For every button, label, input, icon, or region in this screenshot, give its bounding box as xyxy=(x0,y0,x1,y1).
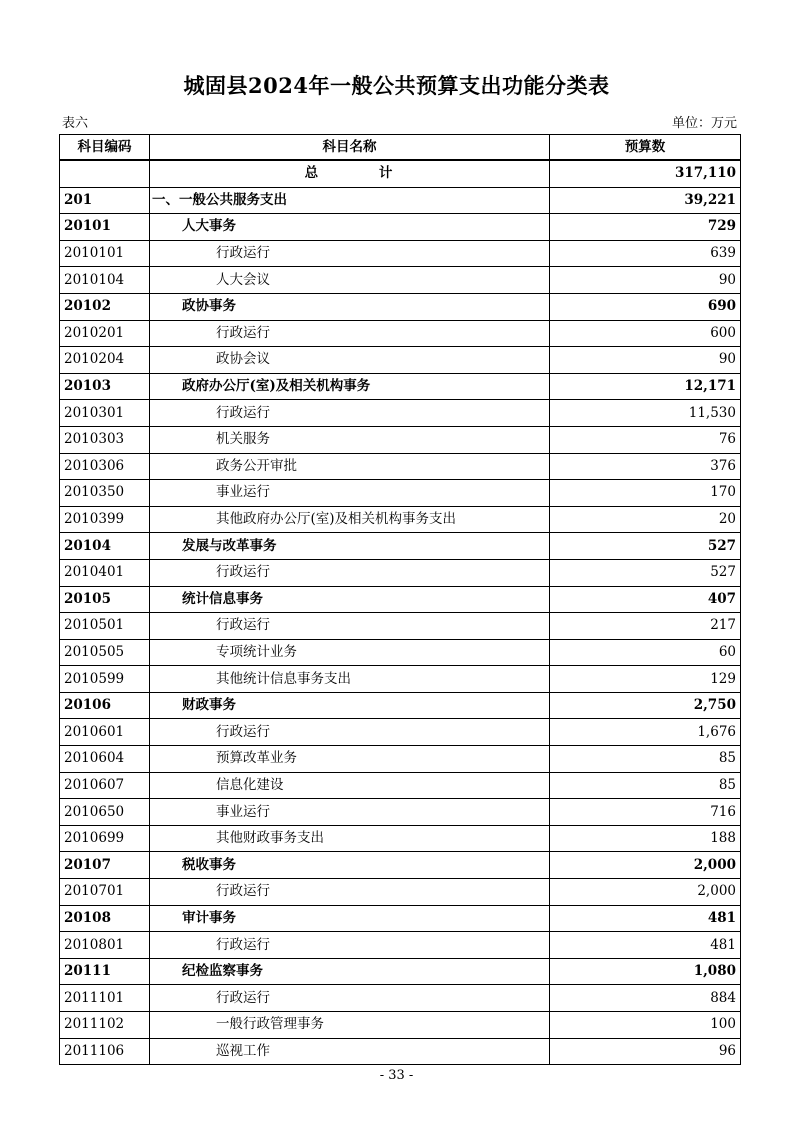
table-row xyxy=(60,799,741,826)
row-name: 机关服务 xyxy=(150,426,550,453)
row-amount: 170 xyxy=(550,480,741,507)
table-row xyxy=(60,160,741,187)
table-row xyxy=(60,666,741,693)
row-code: 2010401 xyxy=(60,559,150,586)
table-number: 表六 xyxy=(62,116,89,131)
column-header-name: 科目名称 xyxy=(150,135,550,161)
row-code: 2010699 xyxy=(60,825,150,852)
table-row xyxy=(60,347,741,374)
row-code: 2010601 xyxy=(60,719,150,746)
row-name: 统计信息事务 xyxy=(150,586,550,613)
row-amount: 407 xyxy=(550,586,741,613)
table-row xyxy=(60,1012,741,1039)
row-code: 2010303 xyxy=(60,426,150,453)
row-code: 2010306 xyxy=(60,453,150,480)
row-amount: 188 xyxy=(550,825,741,852)
row-amount: 639 xyxy=(550,240,741,267)
table-row xyxy=(60,613,741,640)
row-name: 专项统计业务 xyxy=(150,639,550,666)
row-amount: 317,110 xyxy=(550,160,741,187)
row-amount: 85 xyxy=(550,746,741,773)
row-code: 2010505 xyxy=(60,639,150,666)
row-code: 2010104 xyxy=(60,267,150,294)
row-code: 2010350 xyxy=(60,480,150,507)
column-header-code: 科目编码 xyxy=(60,135,150,161)
row-code: 2010604 xyxy=(60,746,150,773)
row-amount: 90 xyxy=(550,347,741,374)
row-amount: 76 xyxy=(550,426,741,453)
row-amount: 1,080 xyxy=(550,958,741,985)
row-code: 2010607 xyxy=(60,772,150,799)
row-amount: 12,171 xyxy=(550,373,741,400)
row-amount: 39,221 xyxy=(550,187,741,214)
row-code: 2010701 xyxy=(60,879,150,906)
row-code: 201 xyxy=(60,187,150,214)
row-name: 预算改革业务 xyxy=(150,746,550,773)
row-name: 政务公开审批 xyxy=(150,453,550,480)
unit-label: 单位：万元 xyxy=(671,116,737,131)
table-row xyxy=(60,214,741,241)
row-name: 其他政府办公厅(室)及相关机构事务支出 xyxy=(150,506,550,533)
table-row xyxy=(60,825,741,852)
row-name: 事业运行 xyxy=(150,799,550,826)
row-code: 2010501 xyxy=(60,613,150,640)
row-code: 2010650 xyxy=(60,799,150,826)
row-name: 财政事务 xyxy=(150,692,550,719)
row-amount: 690 xyxy=(550,293,741,320)
row-code: 20101 xyxy=(60,214,150,241)
row-name: 发展与改革事务 xyxy=(150,533,550,560)
row-amount: 100 xyxy=(550,1012,741,1039)
table-row xyxy=(60,267,741,294)
row-name: 税收事务 xyxy=(150,852,550,879)
row-code: 2010204 xyxy=(60,347,150,374)
table-row xyxy=(60,772,741,799)
row-code: 20104 xyxy=(60,533,150,560)
row-name: 信息化建设 xyxy=(150,772,550,799)
row-name: 人大事务 xyxy=(150,214,550,241)
header-row xyxy=(60,135,741,161)
row-amount: 884 xyxy=(550,985,741,1012)
row-name: 巡视工作 xyxy=(150,1038,550,1065)
row-code: 2011106 xyxy=(60,1038,150,1065)
table-row xyxy=(60,852,741,879)
table-row xyxy=(60,480,741,507)
row-code: 2010301 xyxy=(60,400,150,427)
row-amount: 2,750 xyxy=(550,692,741,719)
row-name: 行政运行 xyxy=(150,985,550,1012)
row-name: 一般行政管理事务 xyxy=(150,1012,550,1039)
table-row xyxy=(60,905,741,932)
table-row xyxy=(60,559,741,586)
table-row xyxy=(60,453,741,480)
row-name: 人大会议 xyxy=(150,267,550,294)
row-name: 行政运行 xyxy=(150,932,550,959)
row-amount: 2,000 xyxy=(550,852,741,879)
row-amount: 60 xyxy=(550,639,741,666)
table-row xyxy=(60,692,741,719)
row-name: 行政运行 xyxy=(150,879,550,906)
row-code: 2010201 xyxy=(60,320,150,347)
row-amount: 96 xyxy=(550,1038,741,1065)
row-amount: 716 xyxy=(550,799,741,826)
row-amount: 481 xyxy=(550,905,741,932)
row-name: 其他财政事务支出 xyxy=(150,825,550,852)
row-name: 政协会议 xyxy=(150,347,550,374)
table-row xyxy=(60,400,741,427)
row-amount: 1,676 xyxy=(550,719,741,746)
table-body xyxy=(60,160,741,1065)
row-name: 其他统计信息事务支出 xyxy=(150,666,550,693)
row-code: 2010399 xyxy=(60,506,150,533)
row-code: 2011102 xyxy=(60,1012,150,1039)
row-name: 行政运行 xyxy=(150,240,550,267)
table-row xyxy=(60,320,741,347)
row-name: 审计事务 xyxy=(150,905,550,932)
table-row xyxy=(60,426,741,453)
row-code: 20102 xyxy=(60,293,150,320)
row-code: 2010101 xyxy=(60,240,150,267)
row-code xyxy=(60,160,150,187)
table-row xyxy=(60,506,741,533)
row-amount: 20 xyxy=(550,506,741,533)
table-row xyxy=(60,639,741,666)
table-header xyxy=(60,135,741,161)
row-name: 行政运行 xyxy=(150,400,550,427)
row-code: 20107 xyxy=(60,852,150,879)
row-name: 行政运行 xyxy=(150,320,550,347)
row-name: 行政运行 xyxy=(150,613,550,640)
table-row xyxy=(60,746,741,773)
page-title: 城固县2024年一般公共预算支出功能分类表 xyxy=(183,73,610,98)
row-name: 政府办公厅(室)及相关机构事务 xyxy=(150,373,550,400)
page-number: - 33 - xyxy=(379,1068,414,1083)
row-amount: 90 xyxy=(550,267,741,294)
row-amount: 217 xyxy=(550,613,741,640)
row-amount: 600 xyxy=(550,320,741,347)
row-code: 2010801 xyxy=(60,932,150,959)
row-amount: 527 xyxy=(550,559,741,586)
row-name: 纪检监察事务 xyxy=(150,958,550,985)
table-row xyxy=(60,932,741,959)
table-row xyxy=(60,985,741,1012)
row-amount: 85 xyxy=(550,772,741,799)
row-amount: 481 xyxy=(550,932,741,959)
table-row xyxy=(60,533,741,560)
row-name: 事业运行 xyxy=(150,480,550,507)
row-name: 政协事务 xyxy=(150,293,550,320)
row-amount: 129 xyxy=(550,666,741,693)
table-row xyxy=(60,879,741,906)
row-code: 20103 xyxy=(60,373,150,400)
row-code: 20111 xyxy=(60,958,150,985)
column-header-amount: 预算数 xyxy=(550,135,741,161)
table-row xyxy=(60,1038,741,1065)
row-name: 一、一般公共服务支出 xyxy=(150,187,550,214)
row-name: 行政运行 xyxy=(150,559,550,586)
row-amount: 527 xyxy=(550,533,741,560)
table-row xyxy=(60,187,741,214)
row-name: 行政运行 xyxy=(150,719,550,746)
row-amount: 729 xyxy=(550,214,741,241)
row-code: 2010599 xyxy=(60,666,150,693)
table-row xyxy=(60,293,741,320)
table-row xyxy=(60,373,741,400)
row-code: 2011101 xyxy=(60,985,150,1012)
row-code: 20108 xyxy=(60,905,150,932)
row-code: 20106 xyxy=(60,692,150,719)
row-name: 总 计 xyxy=(150,160,550,187)
row-amount: 376 xyxy=(550,453,741,480)
budget-table xyxy=(59,134,741,1065)
row-code: 20105 xyxy=(60,586,150,613)
table-row xyxy=(60,240,741,267)
table-row xyxy=(60,719,741,746)
table-row xyxy=(60,958,741,985)
row-amount: 2,000 xyxy=(550,879,741,906)
table-row xyxy=(60,586,741,613)
row-amount: 11,530 xyxy=(550,400,741,427)
